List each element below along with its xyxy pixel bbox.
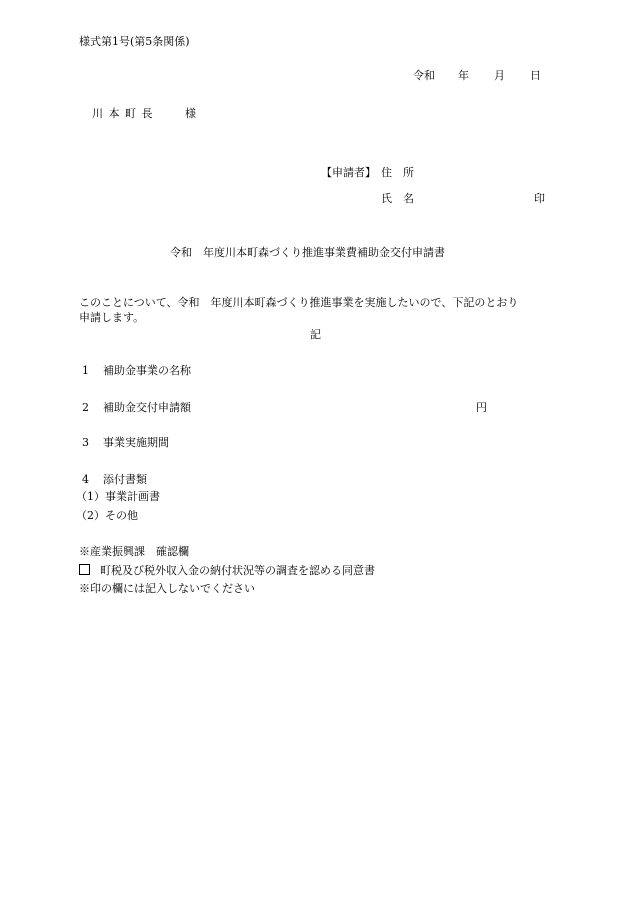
note-line: ※印の欄には記入しないでください [79, 582, 255, 595]
address-label: 住 所 [381, 166, 414, 179]
ki-heading: 記 [310, 328, 321, 341]
item-number: 3 [82, 436, 89, 449]
item-label: 事業実施期間 [103, 436, 169, 449]
item-number: 1 [82, 364, 89, 377]
item-number: 2 [82, 401, 89, 414]
form-number: 様式第1号(第5条関係) [79, 35, 190, 48]
check-title: ※産業振興課 確認欄 [79, 545, 189, 558]
attachment-item: （2）その他 [76, 509, 138, 522]
applicant-label: 【申請者】 [321, 166, 376, 179]
document-title: 令和 年度川本町森づくり推進事業費補助金交付申請書 [170, 246, 445, 259]
item-unit: 円 [476, 401, 487, 414]
consent-text: 町税及び税外収入金の納付状況等の調査を認める同意書 [100, 564, 375, 577]
item-label: 添付書類 [103, 473, 147, 486]
seal-mark: 印 [534, 192, 545, 205]
item-label: 補助金事業の名称 [103, 364, 191, 377]
item-number: 4 [82, 473, 89, 486]
body-line-1: このことについて、令和 年度川本町森づくり推進事業を実施したいので、下記のとおり [79, 296, 519, 309]
addressee-honorific: 様 [185, 107, 196, 120]
consent-line [79, 564, 375, 578]
name-label: 氏 名 [381, 192, 414, 205]
consent-checkbox[interactable] [79, 564, 90, 575]
date-day: 日 [530, 69, 541, 82]
addressee-title: 川 本 町 長 [92, 107, 154, 120]
date-year: 年 [458, 69, 469, 82]
body-line-2: 申請します。 [79, 311, 145, 324]
item-label: 補助金交付申請額 [103, 401, 191, 414]
date-era: 令和 [413, 69, 435, 82]
attachment-item: （1）事業計画書 [76, 490, 160, 503]
date-month: 月 [494, 69, 505, 82]
